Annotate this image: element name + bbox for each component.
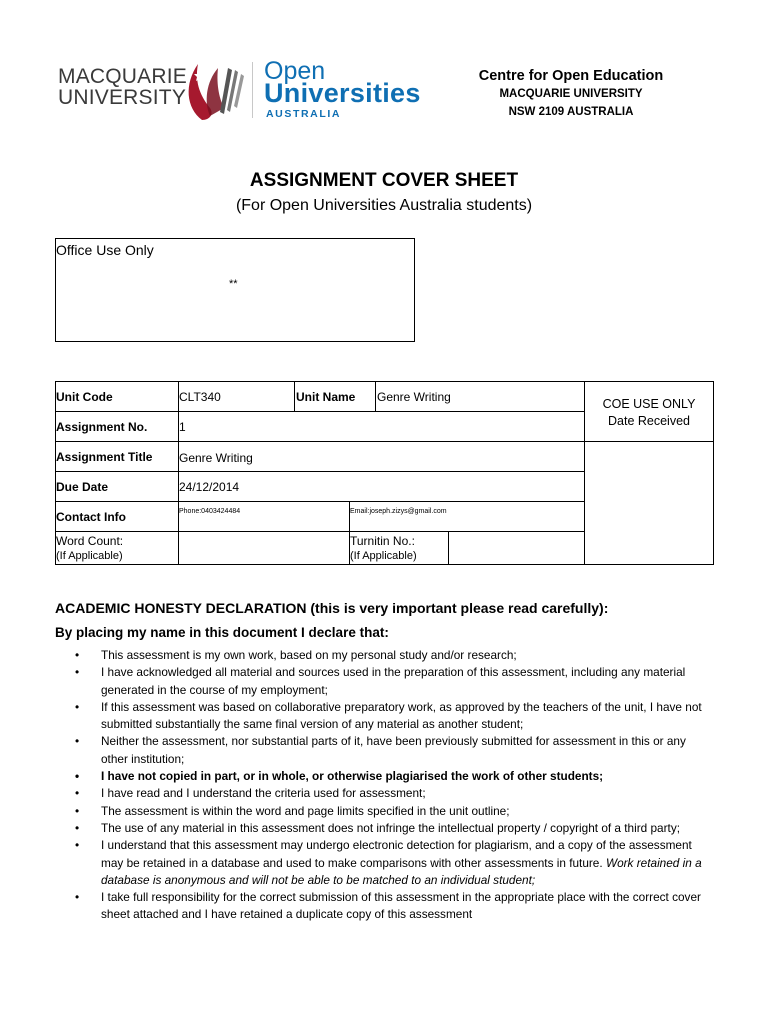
macquarie-flame-logo-icon: [180, 58, 246, 122]
assignment-title-value: Genre Writing: [179, 451, 253, 465]
coe-address: NSW 2109 AUSTRALIA: [508, 106, 634, 118]
word-count-note: (If Applicable): [56, 550, 123, 562]
list-item: • This assessment is my own work, based on my personal study and/or research;: [75, 647, 715, 664]
due-date-value: 24/12/2014: [179, 480, 240, 494]
assignment-title-label: Assignment Title: [56, 450, 153, 464]
col-divider: [178, 381, 179, 565]
ou-australia-text: AUSTRALIA: [266, 108, 342, 120]
word-count-label: Word Count:: [56, 534, 124, 548]
list-item: [75, 837, 715, 889]
email-value: Email:joseph.zizys@gmail.com: [350, 508, 447, 515]
list-item: • If this assessment was based on collaborative preparatory work, as approved by the teachers of the unit, I have not submitted substantially the same final version of any material as another student;: [75, 699, 715, 734]
list-item: • The use of any material in this assessment does not infringe the intellectual property / copyright of a third party;: [75, 820, 715, 837]
phone-value: Phone:0403424484: [179, 508, 241, 515]
unit-name-label: Unit Name: [296, 390, 356, 404]
col-divider: [375, 381, 376, 411]
office-use-stars: **: [229, 278, 238, 290]
list-item: • I have acknowledged all material and sources used in the preparation of this assessment, including any material generated in the course of my employment;: [75, 664, 715, 699]
macquarie-wordmark: [58, 66, 187, 108]
row-divider: [55, 441, 714, 442]
declaration-intro: By placing my name in this document I declare that:: [55, 625, 389, 640]
row-divider: [55, 471, 584, 472]
row-divider: [55, 411, 584, 412]
logo-separator: [252, 62, 253, 118]
list-item: • I have read and I understand the criteria used for assessment;: [75, 785, 715, 802]
list-item: • The assessment is within the word and page limits specified in the unit outline;: [75, 803, 715, 820]
list-item: • I take full responsibility for the correct submission of this assessment in the appropriate place with the correct cover sheet attached and I have retained a duplicate copy of this assessment: [75, 889, 715, 924]
turnitin-label: Turnitin No.:: [350, 534, 415, 548]
ou-open-text: Open: [264, 57, 326, 85]
page-title: ASSIGNMENT COVER SHEET: [249, 170, 519, 191]
coe-title: Centre for Open Education: [478, 68, 664, 84]
page-subtitle: (For Open Universities Australia students): [235, 197, 533, 214]
contact-info-label: Contact Info: [56, 510, 126, 524]
col-divider: [294, 381, 295, 411]
date-received-label: Date Received: [608, 414, 690, 428]
macquarie-line1: MACQUARIE: [58, 65, 187, 88]
office-use-label: Office Use Only: [56, 242, 154, 258]
coe-university: MACQUARIE UNIVERSITY: [499, 88, 643, 100]
macquarie-line2: UNIVERSITY: [58, 86, 187, 109]
row-divider: [55, 501, 584, 502]
list-item-italic: Work retained in a database is anonymous and will not be able to be matched to an individual student;: [101, 855, 702, 887]
declaration-heading: ACADEMIC HONESTY DECLARATION (this is very important please read carefully):: [55, 600, 609, 616]
list-item-text: I understand that this assessment may undergo electronic detection for plagiarism, and a copy of the assessment may be retained in a database and used to make comparisons with other assessments in future.: [101, 838, 692, 870]
due-date-label: Due Date: [56, 480, 109, 494]
ou-universities-text: Universities: [264, 78, 421, 108]
assignment-no-value: 1: [179, 420, 186, 434]
list-item: • Neither the assessment, nor substantial parts of it, have been previously submitted for assessment in this or any other institution;: [75, 733, 715, 768]
list-item: • I have not copied in part, or in whole, or otherwise plagiarised the work of other students;: [75, 768, 715, 785]
turnitin-note: (If Applicable): [350, 550, 417, 562]
declaration-list: [75, 647, 715, 924]
unit-code-value: CLT340: [179, 390, 221, 404]
unit-name-value: Genre Writing: [377, 390, 451, 404]
row-divider: [55, 531, 584, 532]
assignment-no-label: Assignment No.: [56, 420, 148, 434]
unit-code-label: Unit Code: [56, 390, 113, 404]
col-divider: [448, 531, 449, 565]
coe-use-only-label: COE USE ONLY: [602, 397, 696, 411]
